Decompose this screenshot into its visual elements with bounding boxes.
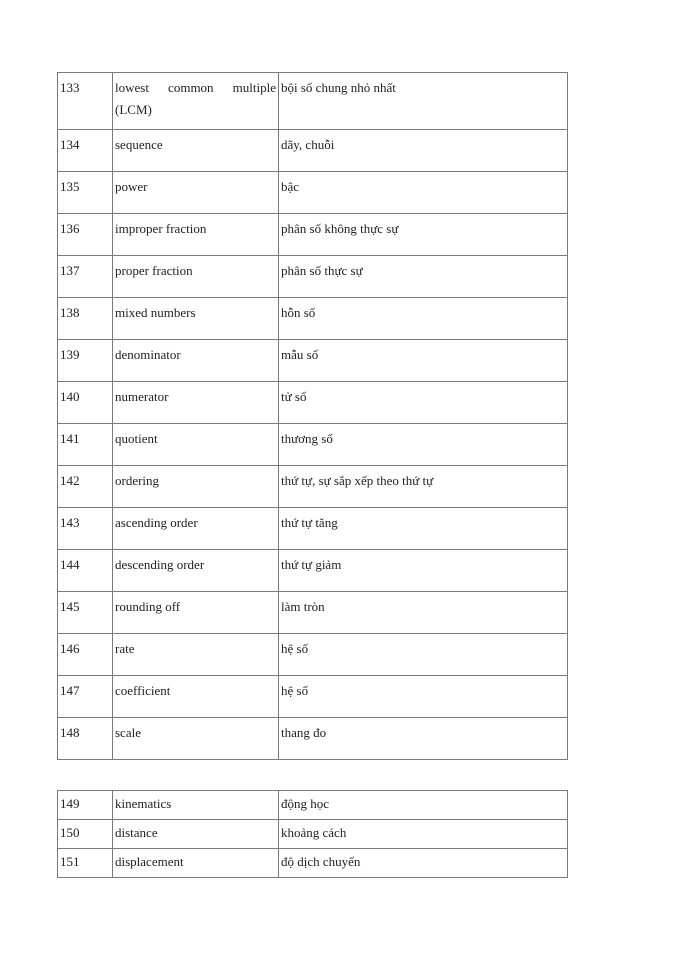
vietnamese-meaning: độ dịch chuyển: [279, 849, 568, 878]
english-term: proper fraction: [113, 256, 279, 298]
row-number: 138: [58, 298, 113, 340]
vietnamese-meaning: hệ số: [279, 634, 568, 676]
english-term: rounding off: [113, 592, 279, 634]
vietnamese-meaning: khoảng cách: [279, 820, 568, 849]
row-number: 135: [58, 172, 113, 214]
english-term: kinematics: [113, 791, 279, 820]
row-number: 151: [58, 849, 113, 878]
vietnamese-meaning: thang đo: [279, 718, 568, 760]
vietnamese-meaning: hỗn số: [279, 298, 568, 340]
vietnamese-meaning: động học: [279, 791, 568, 820]
vietnamese-meaning: dãy, chuỗi: [279, 130, 568, 172]
row-number: 149: [58, 791, 113, 820]
vocabulary-table-1: [57, 72, 568, 760]
row-number: 133: [58, 73, 113, 130]
row-number: 148: [58, 718, 113, 760]
english-term: ordering: [113, 466, 279, 508]
english-term-line-2: (LCM): [115, 102, 152, 117]
english-term: rate: [113, 634, 279, 676]
vietnamese-meaning: phân số thực sự: [279, 256, 568, 298]
english-term: denominator: [113, 340, 279, 382]
table-row: [58, 849, 568, 878]
vocabulary-table-2: [57, 790, 568, 878]
english-term: scale: [113, 718, 279, 760]
table-row: [58, 340, 568, 382]
table-row: [58, 791, 568, 820]
vietnamese-meaning: bội số chung nhỏ nhất: [279, 73, 568, 130]
english-term: [113, 73, 279, 130]
table-row: [58, 214, 568, 256]
row-number: 143: [58, 508, 113, 550]
vietnamese-meaning: thứ tự giảm: [279, 550, 568, 592]
vietnamese-meaning: tử số: [279, 382, 568, 424]
table-row: [58, 298, 568, 340]
table-row: [58, 676, 568, 718]
english-term-line-1: lowest common multiple: [115, 80, 276, 95]
table-row: [58, 820, 568, 849]
row-number: 147: [58, 676, 113, 718]
vietnamese-meaning: bậc: [279, 172, 568, 214]
row-number: 136: [58, 214, 113, 256]
english-term: ascending order: [113, 508, 279, 550]
row-number: 142: [58, 466, 113, 508]
table-row: [58, 508, 568, 550]
vietnamese-meaning: làm tròn: [279, 592, 568, 634]
row-number: 137: [58, 256, 113, 298]
english-term: coefficient: [113, 676, 279, 718]
table-row: [58, 718, 568, 760]
vietnamese-meaning: thương số: [279, 424, 568, 466]
table-row: [58, 466, 568, 508]
vietnamese-meaning: thứ tự tăng: [279, 508, 568, 550]
vietnamese-meaning: hệ số: [279, 676, 568, 718]
table-row: [58, 634, 568, 676]
english-term: sequence: [113, 130, 279, 172]
row-number: 150: [58, 820, 113, 849]
row-number: 134: [58, 130, 113, 172]
row-number: 144: [58, 550, 113, 592]
table-row: [58, 424, 568, 466]
table-row: [58, 130, 568, 172]
row-number: 145: [58, 592, 113, 634]
vietnamese-meaning: thứ tự, sự sắp xếp theo thứ tự: [279, 466, 568, 508]
english-term: mixed numbers: [113, 298, 279, 340]
english-term: power: [113, 172, 279, 214]
english-term: distance: [113, 820, 279, 849]
table-row: [58, 73, 568, 130]
english-term: displacement: [113, 849, 279, 878]
english-term: quotient: [113, 424, 279, 466]
row-number: 140: [58, 382, 113, 424]
vietnamese-meaning: mẫu số: [279, 340, 568, 382]
english-term: improper fraction: [113, 214, 279, 256]
english-term: numerator: [113, 382, 279, 424]
table-row: [58, 172, 568, 214]
table-row: [58, 550, 568, 592]
row-number: 139: [58, 340, 113, 382]
table-row: [58, 592, 568, 634]
english-term: descending order: [113, 550, 279, 592]
table-row: [58, 256, 568, 298]
table-row: [58, 382, 568, 424]
row-number: 146: [58, 634, 113, 676]
row-number: 141: [58, 424, 113, 466]
vietnamese-meaning: phân số không thực sự: [279, 214, 568, 256]
